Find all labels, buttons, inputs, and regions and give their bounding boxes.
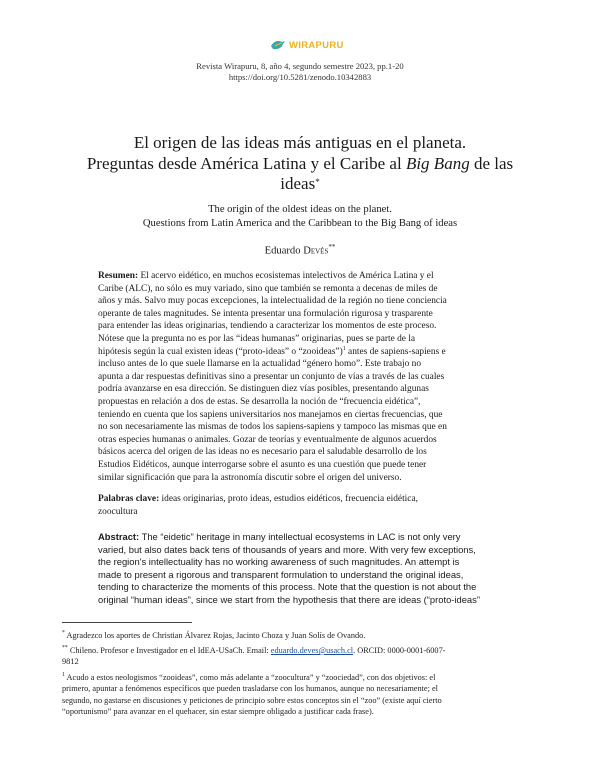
doi-link[interactable]: https://doi.org/10.5281/zenodo.10342883 xyxy=(228,72,372,82)
journal-logo xyxy=(270,39,344,51)
title-footnote-mark[interactable]: * xyxy=(315,177,320,187)
footnote-2: ** Chileno. Profesor e Investigador en el IdEA-USaCh. Email: eduardo.deves@usach.cl. ORCID: 0000-0001-6007- 9812 xyxy=(62,645,446,667)
logo-text: WIRAPURU xyxy=(289,39,344,51)
title-line-3: ideas* xyxy=(280,174,320,193)
english-title-line-2: Questions from Latin America and the Caribbean to the Big Bang of ideas xyxy=(142,218,458,229)
footnote-3: $^1$ Acudo a estos neologismos “zooideas”, como más adelante a “zoocultura” y “zoociedad”, con dos objetivos: el primero, apuntar a fenómenos específicos que pueden trasladarse con los humanos, aunque no necesariamente; el segundo, no gastarse en discusiones y peticiones de principio sobre estos conceptos sin el “zoo” (existe aquí cierto “oportunismo” para avanzar en el quehacer, sin estar siempre obligado a justificar cada frase). xyxy=(62,672,442,716)
footnote-divider xyxy=(62,622,192,623)
bird-icon xyxy=(270,39,286,51)
english-title xyxy=(60,203,540,231)
english-title-line-1: The origin of the oldest ideas on the planet. xyxy=(208,204,392,215)
journal-citation: Revista Wirapuru, 8, año 4, segundo semestre 2023, pp.1-20 xyxy=(196,61,404,71)
author-name: Eduardo Devés** xyxy=(264,243,336,257)
abstract-paragraph: Abstract: The “eidetic” heritage in many intellectual ecosystems in LAC is not only very varied, but also dates back tens of thousands of years and more. With very few exceptions, the region's intellectuality has no working awareness of such magnitudes. An attempt is made to present a rigorous and transparent formulation to understand the original ideas, tending to characterize the moments of this process. Note that the question is not about the original “human ideas”, since we start from the hypothesis that there are ideas (“proto-ideas” xyxy=(98,531,480,605)
resumen-paragraph: Resumen: El acervo eidético, en muchos ecosistemas intelectivos de América Latina y el Caribe (ALC), no sólo es muy variado, sino que también se remonta a decenas de miles de años y más. Salvo muy pocas excepciones, la intelectualidad de la región no tiene conciencia operante de tales magnitudes. Se intenta presentar una formulación rigurosa y trasparente para entender las ideas originarias, tendiendo a caracterizar los momentos de este proceso. Nótese que la pregunta no es por las “ideas humanas” originarias, pues se parte de la hipótesis según la cual existen ideas (“proto-ideas” o “zooideas”)$^1$ antes de sapiens-sapiens e incluso antes de lo que suele llamarse en la actualidad “género homo”. Este trabajo no apunta a dar respuestas definitivas sino a presentar un conjunto de vías a través de las cuales podría avanzarse en esa dirección. Se distinguen diez vías posibles, presentando algunas propuestas en relación a dos de estas. Se desarrolla la noción de “frecuencia eidética”, teniendo en cuenta que los sapiens universitarios nos manejamos en ciertas frecuencias, que no son necesariamente las mismas de todos los sapiens-sapiens y tampoco las mismas que en otras especies humanas o animales. Gozar de teorías y eventualmente de algunos acuerdos básicos acerca del origen de las ideas no es necesario para el saludable desarrollo de los Estudios Eidéticos, aunque interrogarse sobre el asunto es una cuestión que puede tener similar significación que para la astronomía discutir sobre el origen del universo. xyxy=(98,271,447,483)
title-line-1: El origen de las ideas más antiguas en el planeta. xyxy=(133,133,467,152)
author-footnote-mark[interactable]: ** xyxy=(328,243,336,251)
paper-title xyxy=(60,133,540,195)
keywords-label: Palabras clave: xyxy=(98,494,160,504)
author-email-link[interactable]: eduardo.deves@usach.cl xyxy=(270,645,354,655)
footnote-ref-1[interactable]: 1 xyxy=(342,345,346,352)
keywords-paragraph: Palabras clave: ideas originarias, proto ideas, estudios eidéticos, frecuencia eidética, zoocultura xyxy=(98,494,418,517)
title-line-2: Preguntas desde América Latina y el Caribe al Big Bang de las xyxy=(86,153,514,173)
footnote-1: * Agradezco los aportes de Christian Álvarez Rojas, Jacinto Choza y Juan Solís de Ovando. xyxy=(62,630,366,640)
resumen-label: Resumen: xyxy=(98,271,139,281)
abstract-label: Abstract: xyxy=(98,531,140,542)
